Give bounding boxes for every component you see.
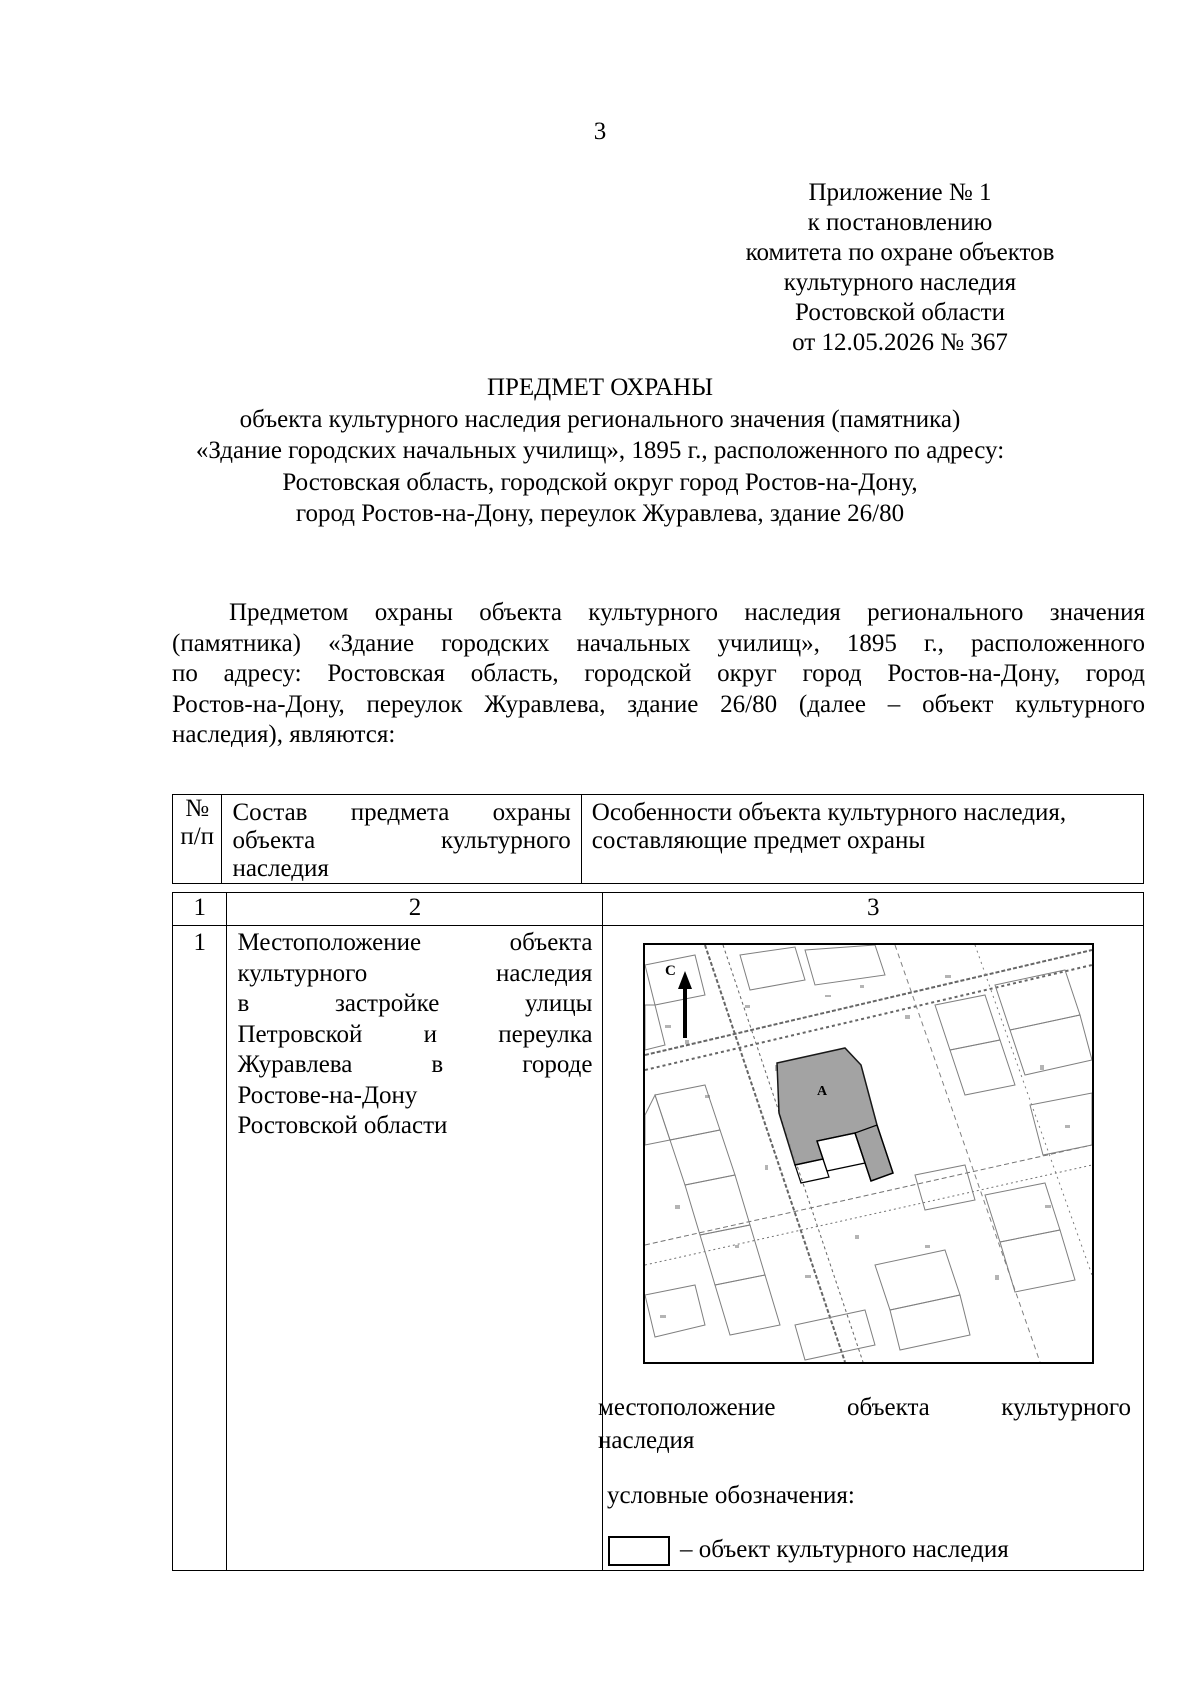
document-heading: [120, 372, 1080, 530]
legend-item: [608, 1536, 1009, 1566]
intro-line: по адресу: Ростовская область, городской округ город Ростов-на-Дону, город: [172, 660, 1145, 687]
heritage-object: [777, 1048, 893, 1183]
heading-title: ПРЕДМЕТ ОХРАНЫ: [486, 374, 714, 401]
composition-line: Ростовской области: [237, 1112, 448, 1139]
composition-line: культурного наследия: [237, 959, 593, 987]
column-number-row: [173, 893, 1144, 926]
composition-line: Местоположение объекта: [237, 929, 593, 956]
object-label: А: [817, 1084, 828, 1099]
map-drawing: [645, 945, 1092, 1362]
column-number: 3: [603, 893, 1144, 926]
header-text: наследия: [232, 855, 329, 882]
intro-paragraph: [172, 598, 1145, 751]
appendix-line: от 12.05.2026 № 367: [792, 329, 1008, 356]
heading-line: город Ростов-на-Дону, переулок Журавлева, здание 26/80: [295, 500, 905, 527]
appendix-block: [700, 178, 1100, 358]
composition-line: Петровской и переулка: [237, 1020, 593, 1048]
heading-line: Ростовская область, городской округ город Ростов-на-Дону,: [282, 468, 918, 496]
composition-line: в застройке улицы: [237, 990, 593, 1017]
header-text: объекта культурного: [232, 827, 571, 854]
intro-line: Предметом охраны объекта культурного наследия регионального значения: [229, 599, 1145, 626]
table-header: [172, 794, 1144, 884]
north-label: С: [665, 963, 676, 979]
legend-text: – объект культурного наследия: [680, 1536, 1009, 1563]
header-text: п/п: [180, 823, 215, 850]
header-col-features: [581, 795, 1143, 884]
header-text: №: [185, 795, 210, 822]
header-col-number: [173, 795, 222, 884]
appendix-line: Приложение № 1: [808, 179, 992, 206]
heading-line: «Здание городских начальных училищ», 1895 г., расположенного по адресу:: [195, 437, 1005, 464]
page-number: 3: [593, 118, 607, 145]
appendix-line: Ростовской области: [795, 299, 1005, 326]
appendix-line: культурного наследия: [783, 269, 1017, 296]
header-col-composition: [222, 795, 581, 884]
appendix-line: к постановлению: [807, 209, 993, 236]
legend-swatch: [608, 1536, 670, 1566]
row-composition: [227, 926, 603, 1571]
location-map: [643, 943, 1094, 1364]
column-number: 1: [173, 893, 227, 926]
header-text: Состав предмета охраны: [232, 799, 571, 826]
north-arrow-icon: [678, 971, 692, 1038]
heading-line: объекта культурного наследия регионального значения (памятника): [239, 405, 961, 433]
appendix-line: комитета по охране объектов: [745, 239, 1055, 266]
intro-line: Ростов-на-Дону, переулок Журавлева, здание 26/80 (далее – объект культурного: [172, 690, 1145, 718]
caption-line: местоположение объекта культурного: [598, 1394, 1131, 1421]
caption-line: наследия: [598, 1427, 695, 1454]
composition-line: Ростове-на-Дону: [237, 1081, 418, 1109]
intro-line: (памятника) «Здание городских начальных училищ», 1895 г., расположенного: [172, 629, 1145, 657]
intro-line: наследия), являются:: [172, 721, 396, 748]
header-text: составляющие предмет охраны: [591, 827, 926, 854]
row-number: 1: [173, 926, 227, 1571]
composition-line: Журавлева в городе: [237, 1051, 593, 1078]
header-text: Особенности объекта культурного наследия,: [591, 799, 1067, 826]
column-number: 2: [227, 893, 603, 926]
legend-title: условные обозначения:: [607, 1482, 855, 1509]
map-caption: [598, 1391, 1131, 1457]
